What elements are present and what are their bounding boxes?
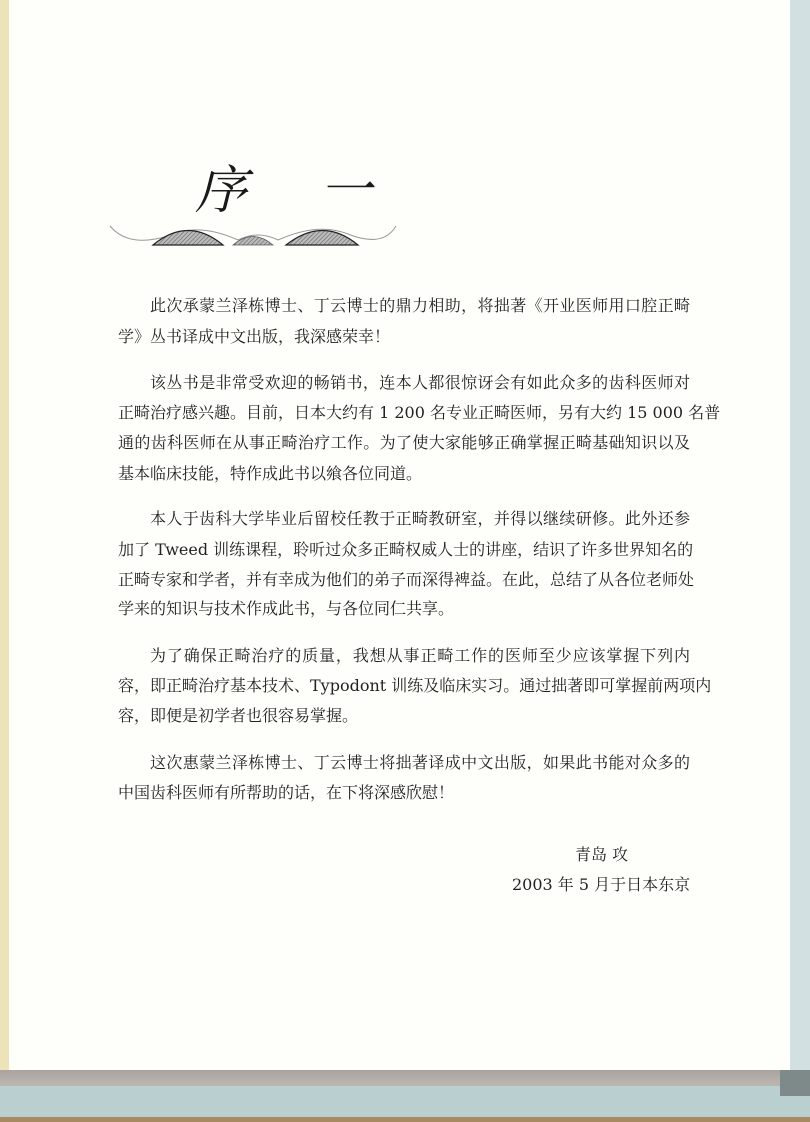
text-line: 该丛书是非常受欢迎的畅销书，连本人都很惊讶会有如此众多的齿科医师对	[150, 373, 690, 392]
text-line: 学来的知识与技术作成此书，与各位同仁共享。	[118, 599, 455, 618]
text-line: 学》丛书译成中文出版，我深感荣幸！	[118, 327, 391, 346]
scan-left-edge	[0, 0, 9, 1070]
scan-bottom-line	[0, 1117, 810, 1122]
text-line: 加了 Tweed 训练课程，聆听过众多正畸权威人士的讲座，结识了许多世界知名的	[118, 540, 694, 559]
scan-corner	[780, 1070, 810, 1096]
text-line: 中国齿科医师有所帮助的话，在下将深感欣慰！	[118, 783, 455, 802]
page-title: 序 一	[195, 161, 400, 221]
text-line: 正畸治疗感兴趣。目前，日本大约有 1 200 名专业正畸医师，另有大约 15 000 名普	[118, 403, 721, 422]
scan-right-edge	[790, 0, 810, 1070]
text-line: 此次承蒙兰泽栋博士、丁云博士的鼎力相助，将拙著《开业医师用口腔正畸	[150, 296, 690, 315]
text-line: 本人于齿科大学毕业后留校任教于正畸教研室，并得以继续研修。此外还参	[150, 509, 690, 528]
wave-ornament	[108, 218, 398, 250]
date-place: 2003 年 5 月于日本东京	[512, 875, 691, 894]
text-line: 容，即正畸治疗基本技术、Typodont 训练及临床实习。通过拙著即可掌握前两项内	[118, 676, 712, 695]
text-line: 容，即便是初学者也很容易掌握。	[118, 706, 359, 725]
author-signature: 青岛 攻	[575, 845, 629, 864]
scan-bottom-band	[0, 1070, 790, 1086]
text-line: 基本临床技能，特作成此书以飨各位同道。	[118, 464, 423, 483]
text-line: 通的齿科医师在从事正畸治疗工作。为了使大家能够正确掌握正畸基础知识以及	[118, 433, 690, 452]
text-line: 正畸专家和学者，并有幸成为他们的弟子而深得裨益。在此，总结了从各位老师处	[118, 570, 695, 589]
text-line: 这次惠蒙兰泽栋博士、丁云博士将拙著译成中文出版，如果此书能对众多的	[150, 753, 690, 772]
text-line: 为了确保正畸治疗的质量，我想从事正畸工作的医师至少应该掌握下列内	[150, 646, 690, 665]
